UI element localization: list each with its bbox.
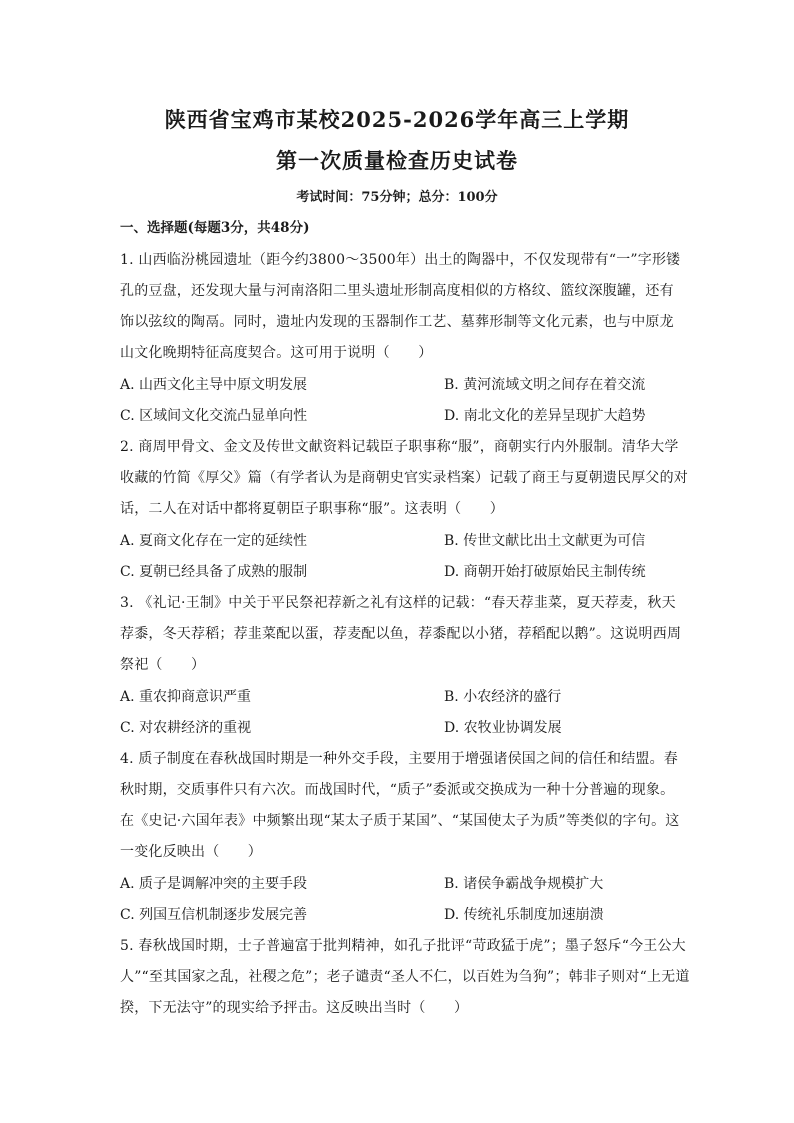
q4-option-b: B. 诸侯争霸战争规模扩大	[444, 876, 604, 892]
exam-title-line1: 陕西省宝鸡市某校2025-2026学年高三上学期	[164, 107, 630, 132]
q2-option-d: D. 商朝开始打破原始民主制传统	[444, 564, 646, 580]
exam-meta: 考试时间：75分钟；总分：100分	[296, 190, 498, 205]
q4-option-a: A. 质子是调解冲突的主要手段	[120, 876, 308, 892]
q1-option-b: B. 黄河流域文明之间存在着交流	[444, 377, 646, 393]
q5-stem-line: 5. 春秋战国时期，士子普遍富于批判精神，如孔子批评“苛政猛于虎”；墨子怒斥“今王公大	[120, 938, 686, 954]
q1-stem-line: 山文化晚期特征高度契合。这可用于说明（ ）	[120, 345, 433, 361]
section-heading: 一、选择题(每题3分，共48分)	[120, 220, 310, 236]
q4-option-c: C. 列国互信机制逐步发展完善	[120, 907, 308, 923]
q4-stem-line: 4. 质子制度在春秋战国时期是一种外交手段，主要用于增强诸侯国之间的信任和结盟。春	[120, 751, 679, 767]
q1-option-c: C. 区域间文化交流凸显单向性	[120, 408, 308, 424]
q3-option-c: C. 对农耕经济的重视	[120, 720, 252, 736]
q1-option-a: A. 山西文化主导中原文明发展	[120, 377, 308, 393]
q4-stem-line: 一变化反映出（ ）	[120, 844, 262, 860]
exam-title-line2: 第一次质量检查历史试卷	[276, 148, 518, 173]
q5-stem-line: 揆，下无法守”的现实给予抨击。这反映出当时（ ）	[120, 1000, 469, 1016]
q3-option-b: B. 小农经济的盛行	[444, 689, 562, 705]
q4-stem-line: 在《史记·六国年表》中频繁出现“某太子质于某国”、“某国使太子为质”等类似的字句。这	[120, 813, 680, 829]
q3-option-a: A. 重农抑商意识严重	[120, 689, 252, 705]
q1-option-d: D. 南北文化的差异呈现扩大趋势	[444, 408, 646, 424]
q3-stem-line: 祭祀（ ）	[120, 657, 206, 673]
q3-stem-line: 3. 《礼记·王制》中关于平民祭祀荐新之礼有这样的记载：“春天荐韭菜，夏天荐麦，秋天	[120, 595, 676, 611]
q1-stem-line: 饰以弦纹的陶鬲。同时，遗址内发现的玉器制作工艺、墓葬形制等文化元素，也与中原龙	[120, 314, 674, 330]
q5-stem-line: 人”“至其国家之乱，社稷之危”；老子谴责“圣人不仁，以百姓为刍狗”；韩非子则对“上无道	[120, 969, 690, 985]
q1-stem-line: 孔的豆盘，还发现大量与河南洛阳二里头遗址形制高度相似的方格纹、篮纹深腹罐，还有	[120, 283, 674, 299]
q2-stem-line: 2. 商周甲骨文、金文及传世文献资料记载臣子职事称“服”，商朝实行内外服制。清华大学	[120, 439, 679, 455]
q2-option-b: B. 传世文献比出土文献更为可信	[444, 533, 646, 549]
q4-option-d: D. 传统礼乐制度加速崩溃	[444, 907, 604, 923]
q2-option-c: C. 夏朝已经具备了成熟的服制	[120, 564, 308, 580]
q3-option-d: D. 农牧业协调发展	[444, 720, 562, 736]
q2-option-a: A. 夏商文化存在一定的延续性	[120, 533, 308, 549]
q4-stem-line: 秋时期，交质事件只有六次。而战国时代，“质子”委派或交换成为一种十分普遍的现象。	[120, 782, 675, 798]
q3-stem-line: 荐黍，冬天荐稻；荐韭菜配以蛋，荐麦配以鱼，荐黍配以小猪，荐稻配以鹅”。这说明西周	[120, 626, 682, 642]
q1-stem-line: 1. 山西临汾桃园遗址（距今约3800～3500年）出土的陶器中，不仅发现带有“一”字形镂	[120, 252, 681, 268]
q2-stem-line: 话，二人在对话中都将夏朝臣子职事称“服”。这表明（ ）	[120, 501, 504, 517]
q2-stem-line: 收藏的竹简《厚父》篇（有学者认为是商朝史官实录档案）记载了商王与夏朝遗民厚父的对	[120, 470, 688, 486]
